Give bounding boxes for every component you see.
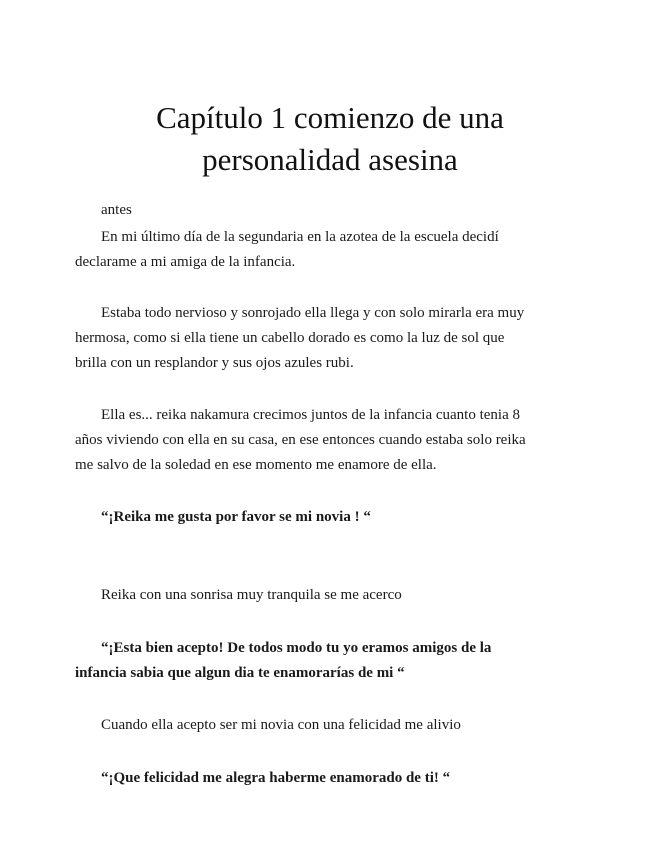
chapter-title-line-1: Capítulo 1 comienzo de una — [156, 100, 504, 135]
paragraph-line: declarame a mi amiga de la infancia. — [75, 254, 296, 270]
paragraph-line: años viviendo con ella en su casa, en ese entonces cuando estaba solo reika — [75, 432, 526, 448]
paragraph-line: Ella es... reika nakamura crecimos juntos de la infancia cuanto tenia 8 — [101, 407, 520, 423]
dialogue-line: “¡Esta bien acepto! De todos modo tu yo eramos amigos de la — [101, 640, 492, 656]
paragraph-antes: antes — [101, 202, 132, 218]
dialogue-line: “¡Que felicidad me alegra haberme enamorado de ti! “ — [101, 770, 451, 786]
chapter-title-line-2: personalidad asesina — [202, 142, 458, 177]
paragraph-line: Estaba todo nervioso y sonrojado ella llega y con solo mirarla era muy — [101, 305, 525, 321]
chapter-title — [60, 97, 600, 181]
paragraph-line: me salvo de la soledad en ese momento me enamore de ella. — [75, 457, 437, 473]
dialogue-line: “¡Reika me gusta por favor se mi novia ! “ — [101, 509, 371, 525]
paragraph-line: Cuando ella acepto ser mi novia con una felicidad me alivio — [101, 717, 461, 733]
paragraph-line: En mi último día de la segundaria en la azotea de la escuela decidí — [101, 229, 499, 245]
dialogue-line: infancia sabia que algun dia te enamorarías de mi “ — [75, 665, 405, 681]
paragraph-line: brilla con un resplandor y sus ojos azules rubi. — [75, 355, 354, 371]
paragraph-line: Reika con una sonrisa muy tranquila se me acerco — [101, 587, 402, 603]
paragraph-line: hermosa, como si ella tiene un cabello dorado es como la luz de sol que — [75, 330, 505, 346]
